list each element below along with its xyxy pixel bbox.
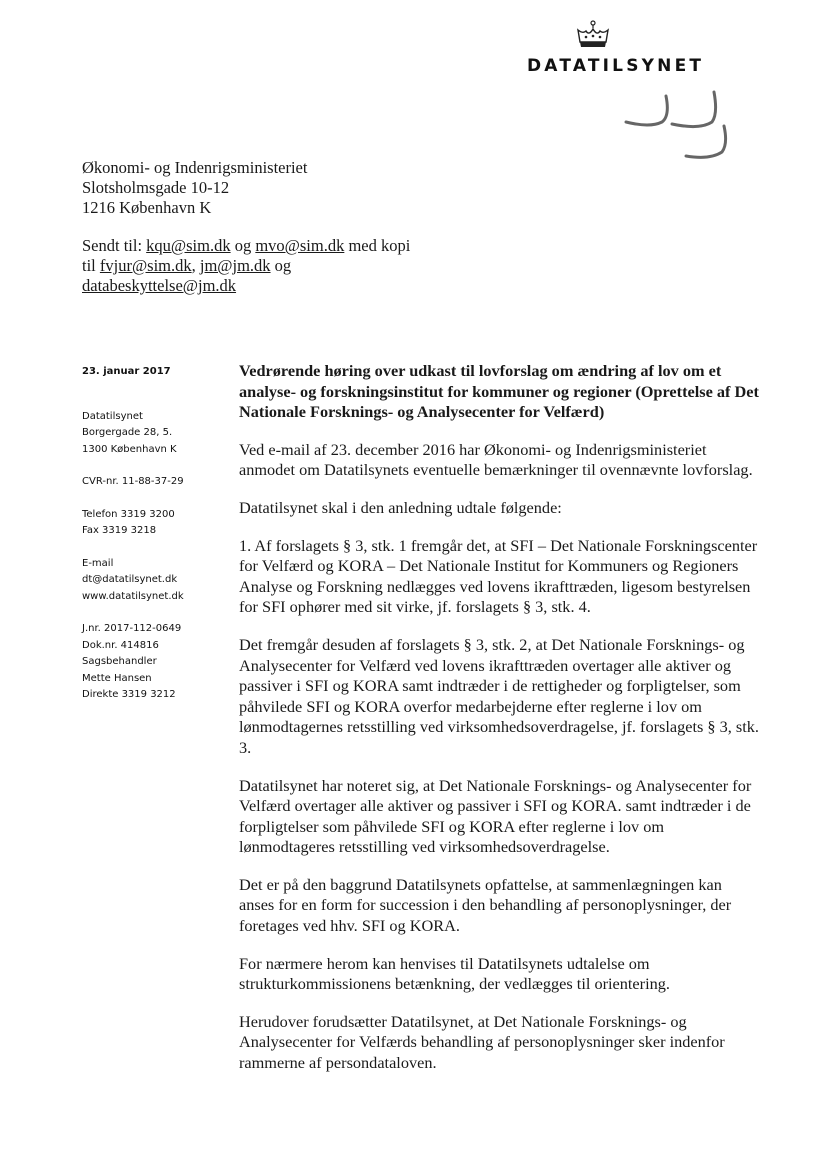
paragraph-6: Det er på den baggrund Datatilsynets opfattelse, at sammenlægningen kan anses for en form for succession i den behandling af personoplysninger, der foretages ved hhv. SFI og KORA.: [239, 874, 732, 936]
paragraph-3: 1. Af forslagets § 3, stk. 1 fremgår det, at SFI – Det Nationale Forskningscenter for Velfærd og KORA – Det Nationale Institut for Kommuners og Regioners Analyse og Forskning nedlægges ved lovens ikrafttræden, ligesom bestyrelsen for SFI ophører med sit virke, jf. forslagets § 3, stk. 4.: [239, 535, 758, 617]
recipient-line-3: 1216 København K: [82, 198, 212, 217]
paragraph-5: Datatilsynet har noteret sig, at Det Nationale Forsknings- og Analysecenter for Velfærd overtager alle aktiver og passiver i SFI og KORA. samt indtræder i de forpligtelser som påhvilede SFI og KORA efter reglerne i lov om lønmodtageres retsstilling ved virksomhedsoverdragelse.: [239, 775, 752, 857]
email-link-kqu[interactable]: kqu@sim.dk: [146, 236, 231, 255]
sender-org: Datatilsynet: [82, 410, 143, 422]
email-link-mvo[interactable]: mvo@sim.dk: [255, 236, 345, 255]
sender-street: Borgergade 28, 5.: [82, 427, 173, 438]
sent-to-med-kopi: med kopi til: [82, 236, 411, 275]
sent-to-block: [82, 236, 412, 296]
caseworker-name: Mette Hansen: [82, 672, 152, 684]
sender-city: 1300 København K: [82, 443, 177, 455]
email-link-fvjur[interactable]: fvjur@sim.dk: [99, 256, 192, 275]
caseworker-label: Sagsbehandler: [82, 656, 157, 667]
fax-number: Fax 3319 3218: [82, 525, 157, 536]
letter-date: 23. januar 2017: [82, 366, 171, 377]
sent-to-og-2: og: [270, 256, 292, 275]
journal-number: J.nr. 2017-112-0649: [82, 623, 182, 634]
sent-to-prefix: Sendt til:: [82, 236, 147, 255]
crown-icon: [576, 20, 610, 50]
sender-address: [82, 409, 222, 459]
cvr-number: CVR-nr. 11-88-37-29: [82, 476, 184, 487]
recipient-line-1: Økonomi- og Indenrigsministeriet: [82, 158, 308, 177]
recipient-line-2: Slotsholmsgade 10-12: [82, 178, 230, 197]
direct-phone: Direkte 3319 3212: [82, 689, 176, 700]
phone-number: Telefon 3319 3200: [82, 508, 175, 520]
paragraph-8: Herudover forudsætter Datatilsynet, at Det Nationale Forsknings- og Analysecenter for Velfærds behandling af personoplysninger sker indenfor rammerne af persondataloven.: [239, 1011, 725, 1073]
letter-body: [239, 361, 759, 1091]
contact-online: [82, 556, 222, 606]
document-number: Dok.nr. 414816: [82, 639, 159, 651]
email-link-jm[interactable]: jm@jm.dk: [199, 256, 271, 275]
sender-info-sidebar: [82, 364, 222, 720]
email-link-databeskyttelse[interactable]: databeskyttelse@jm.dk: [82, 276, 237, 295]
letter-subject: Vedrørende høring over udkast til lovforslag om ændring af lov om et analyse- og forskningsinstitut for kommuner og regioner (Oprettelse af Det Nationale Forsknings- og Analysecenter for Velfærd): [239, 361, 759, 422]
sent-to-comma: ,: [191, 256, 200, 275]
paragraph-4: Det fremgår desuden af forslagets § 3, stk. 2, at Det Nationale Forsknings- og Analysecenter for Velfærd ved lovens ikrafttræden overtager alle aktiver og passiver i SFI og KORA samt indtræder i de rettigheder og forpligtelser, som påhvilede SFI og KORA overfor medarbejderne efter reglerne i lov om lønmodtagernes retsstilling ved virksomhedsoverdragelse, jf. forslagets § 3, stk. 3.: [239, 634, 759, 757]
recipient-address: [82, 158, 307, 218]
sent-to-og-1: og: [230, 236, 256, 255]
email-label: E-mail: [82, 557, 114, 569]
sender-website[interactable]: www.datatilsynet.dk: [82, 590, 184, 602]
paragraph-7: For nærmere herom kan henvises til Datatilsynets udtalelse om strukturkommissionens betænkning, der vedlægges til orientering.: [239, 953, 670, 994]
phone-fax: [82, 507, 222, 540]
paragraph-2: Datatilsynet skal i den anledning udtale følgende:: [239, 497, 562, 517]
paragraph-1: Ved e-mail af 23. december 2016 har Økonomi- og Indenrigsministeriet anmodet om Datatilsynets eventuelle bemærkninger til ovennævnte lovforslag.: [239, 439, 753, 480]
sender-email[interactable]: dt@datatilsynet.dk: [82, 574, 178, 585]
case-info: [82, 621, 222, 704]
handwritten-marks: [622, 86, 732, 166]
logo-wordmark: DATATILSYNET: [527, 56, 705, 76]
